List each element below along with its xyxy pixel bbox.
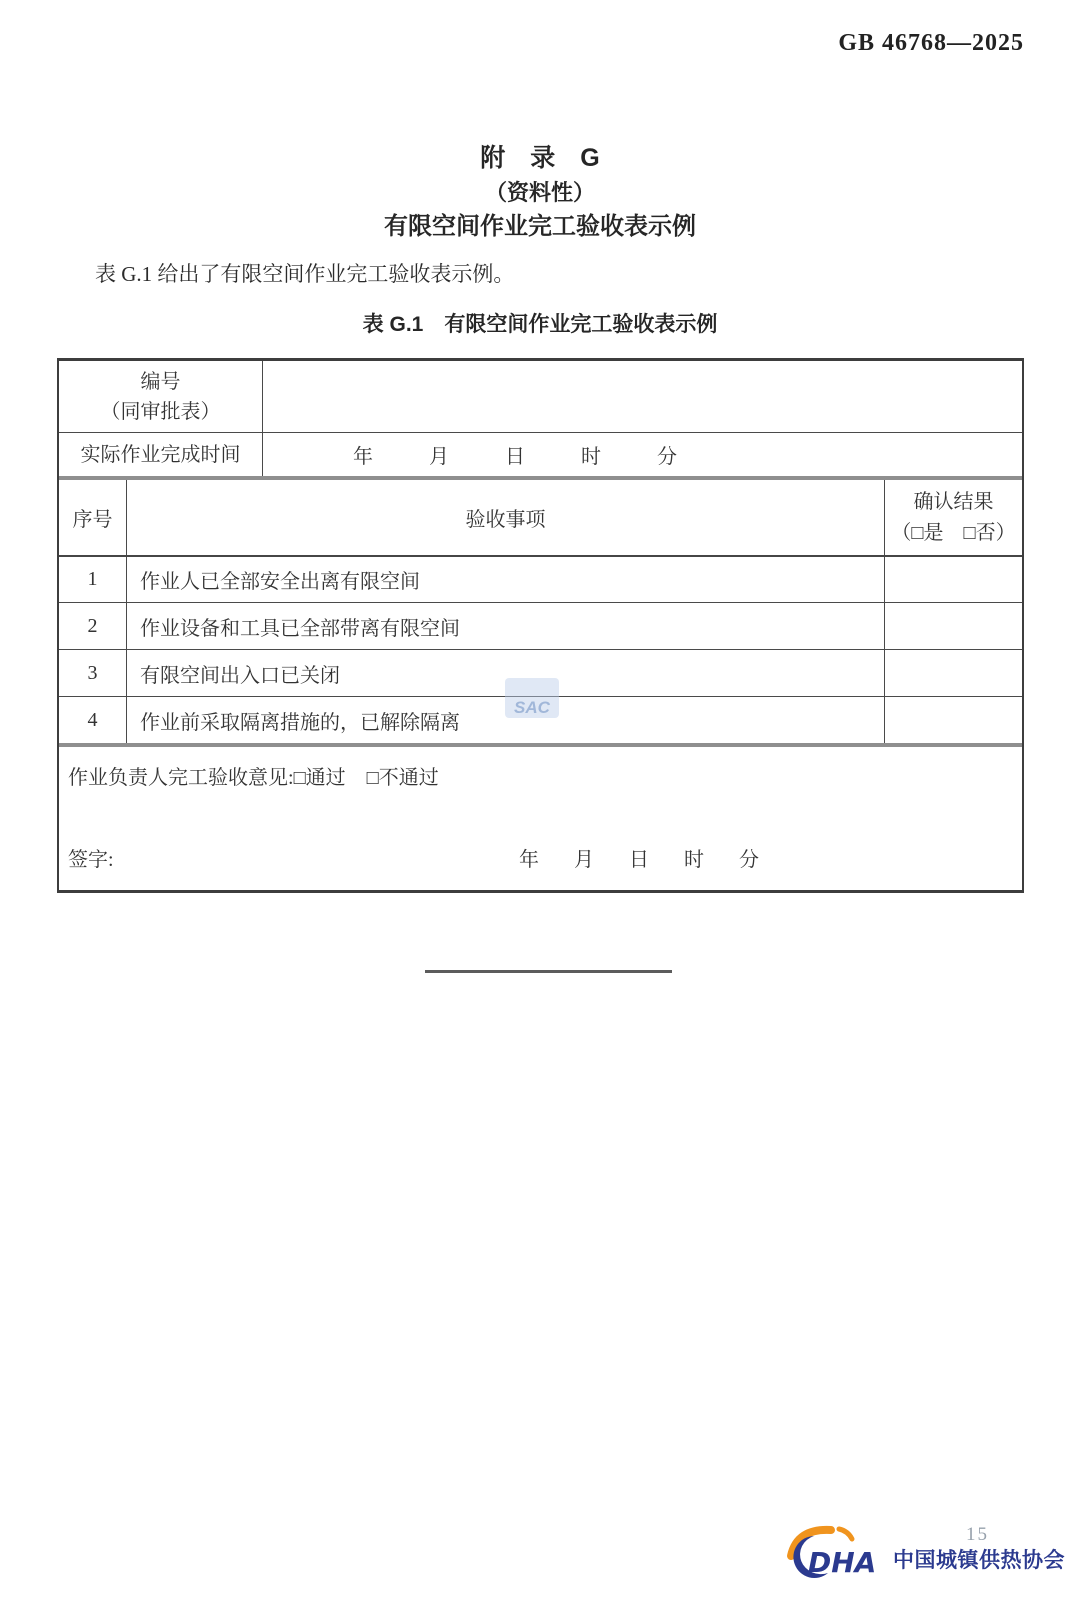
item-result-cell [884,697,1022,743]
serial-label-line1: 编号 [140,370,181,393]
item-text: 有限空间出入口已关闭 [140,664,340,687]
checkbox-option-fail: □不通过 [366,767,439,789]
header-col-result [884,480,1022,555]
serial-value-cell [263,361,1022,432]
header-result-line2: （□是 □否） [891,521,1016,544]
table-footer-row [59,743,1022,890]
standard-number: GB 46768—2025 [838,30,1024,56]
item-result-cell [884,603,1022,649]
item-number: 3 [59,650,127,696]
appendix-title: 附 录 G [480,144,600,172]
item-number: 2 [59,603,127,649]
acceptance-form-table [57,358,1024,893]
checkbox-option-pass: □通过 [293,767,346,789]
appendix-heading: 有限空间作业完工验收表示例 [384,213,696,240]
item-result-cell [884,557,1022,602]
item-result-cell [884,650,1022,696]
logo-text: DHA [808,1546,877,1579]
signature-date [519,843,759,872]
item-text: 作业前采取隔离措施的，已解除隔离 [140,711,460,734]
dha-logo-icon [783,1520,887,1584]
table-row [59,555,1022,602]
date-unit-year: 年 [353,446,373,468]
table-header-row [59,476,1022,555]
serial-label-cell [59,361,263,432]
date-unit-month: 月 [429,446,449,468]
table-row [59,602,1022,649]
item-text: 作业设备和工具已全部带离有限空间 [140,617,460,640]
acceptance-opinion [68,761,439,790]
signature-label: 签字: [68,849,114,871]
scan-watermark [505,678,559,718]
end-of-text-rule [425,970,672,973]
date-unit-year: 年 [519,849,539,871]
page-number: 15 [966,1524,989,1545]
header-col-no: 序号 [59,480,127,555]
date-unit-hour: 时 [684,849,704,871]
header-result-line1: 确认结果 [913,490,994,513]
watermark-text: SAC [514,698,550,717]
finish-time-label: 实际作业完成时间 [59,433,263,476]
item-number: 1 [59,557,127,602]
date-unit-month: 月 [574,849,594,871]
finish-time-value-cell [263,433,1022,476]
item-text: 作业人已全部安全出离有限空间 [140,571,420,593]
organization-name: 中国城镇供热协会 [893,1549,1065,1572]
serial-label-line2: （同审批表） [100,400,221,423]
date-unit-day: 日 [629,849,649,871]
date-unit-day: 日 [505,446,525,468]
date-unit-minute: 分 [657,446,677,468]
appendix-subtitle-informative: （资料性） [484,180,595,205]
date-unit-minute: 分 [739,849,759,871]
intro-paragraph: 表 G.1 给出了有限空间作业完工验收表示例。 [95,262,515,286]
table-caption: 表 G.1 有限空间作业完工验收表示例 [362,313,718,336]
date-unit-hour: 时 [581,446,601,468]
table-row-serial [59,361,1022,432]
item-number: 4 [59,697,127,743]
table-row-finish-time [59,432,1022,476]
opinion-label: 作业负责人完工验收意见: [68,767,294,789]
header-col-item: 验收事项 [465,509,546,531]
